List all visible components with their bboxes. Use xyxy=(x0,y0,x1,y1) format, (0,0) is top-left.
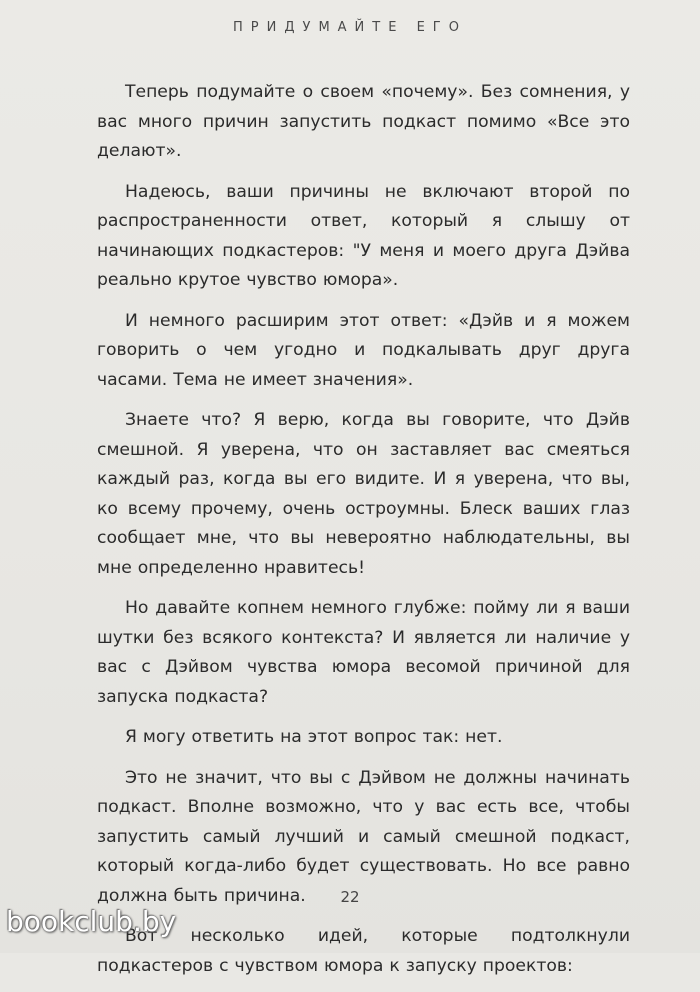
paragraph: Знаете что? Я верю, когда вы говорите, что Дэйв смешной. Я уверена, что он заставляет вас смеяться каждый раз, когда вы его видите. И я уверена, что вы, ко всему прочему, очень остроумны. Блеск ваших глаз сообщает мне, что вы невероятно наблюдательны, вы мне определенно нравитесь! xyxy=(97,410,630,578)
body-text xyxy=(97,78,630,992)
paragraph: Надеюсь, ваши причины не включают второй по распространенности ответ, который я слышу от начинающих подкастеров: "У меня и моего друга Дэйва реально крутое чувство юмора». xyxy=(97,181,630,290)
running-header: ПРИДУМАЙТЕ ЕГО xyxy=(233,20,467,35)
paragraph: Теперь подумайте о своем «почему». Без сомнения, у вас много причин запустить подкаст помимо «Все это делают». xyxy=(97,82,630,161)
paragraph: И немного расширим этот ответ: «Дэйв и я можем говорить о чем угодно и подкалывать друг друга часами. Тема не имеет значения». xyxy=(97,310,630,390)
watermark: bookclub.by xyxy=(6,905,177,938)
page-number: 22 xyxy=(340,888,360,906)
paragraph: Я могу ответить на этот вопрос так: нет. xyxy=(125,727,503,747)
paragraph: Вот несколько идей, которые подтолкнули подкастеров с чувством юмора к запуску проектов: xyxy=(97,926,630,976)
paragraph: Но давайте копнем немного глубже: пойму ли я ваши шутки без всякого контекста? И является ли наличие у вас с Дэйвом чувства юмора весомой причиной для запуска подкаста? xyxy=(97,598,630,707)
paragraph: Это не значит, что вы с Дэйвом не должны начинать подкаст. Вполне возможно, что у вас есть все, чтобы запустить самый лучший и самый смешной подкаст, который когда-либо будет существовать. Но все равно должна быть причина. xyxy=(97,767,630,906)
